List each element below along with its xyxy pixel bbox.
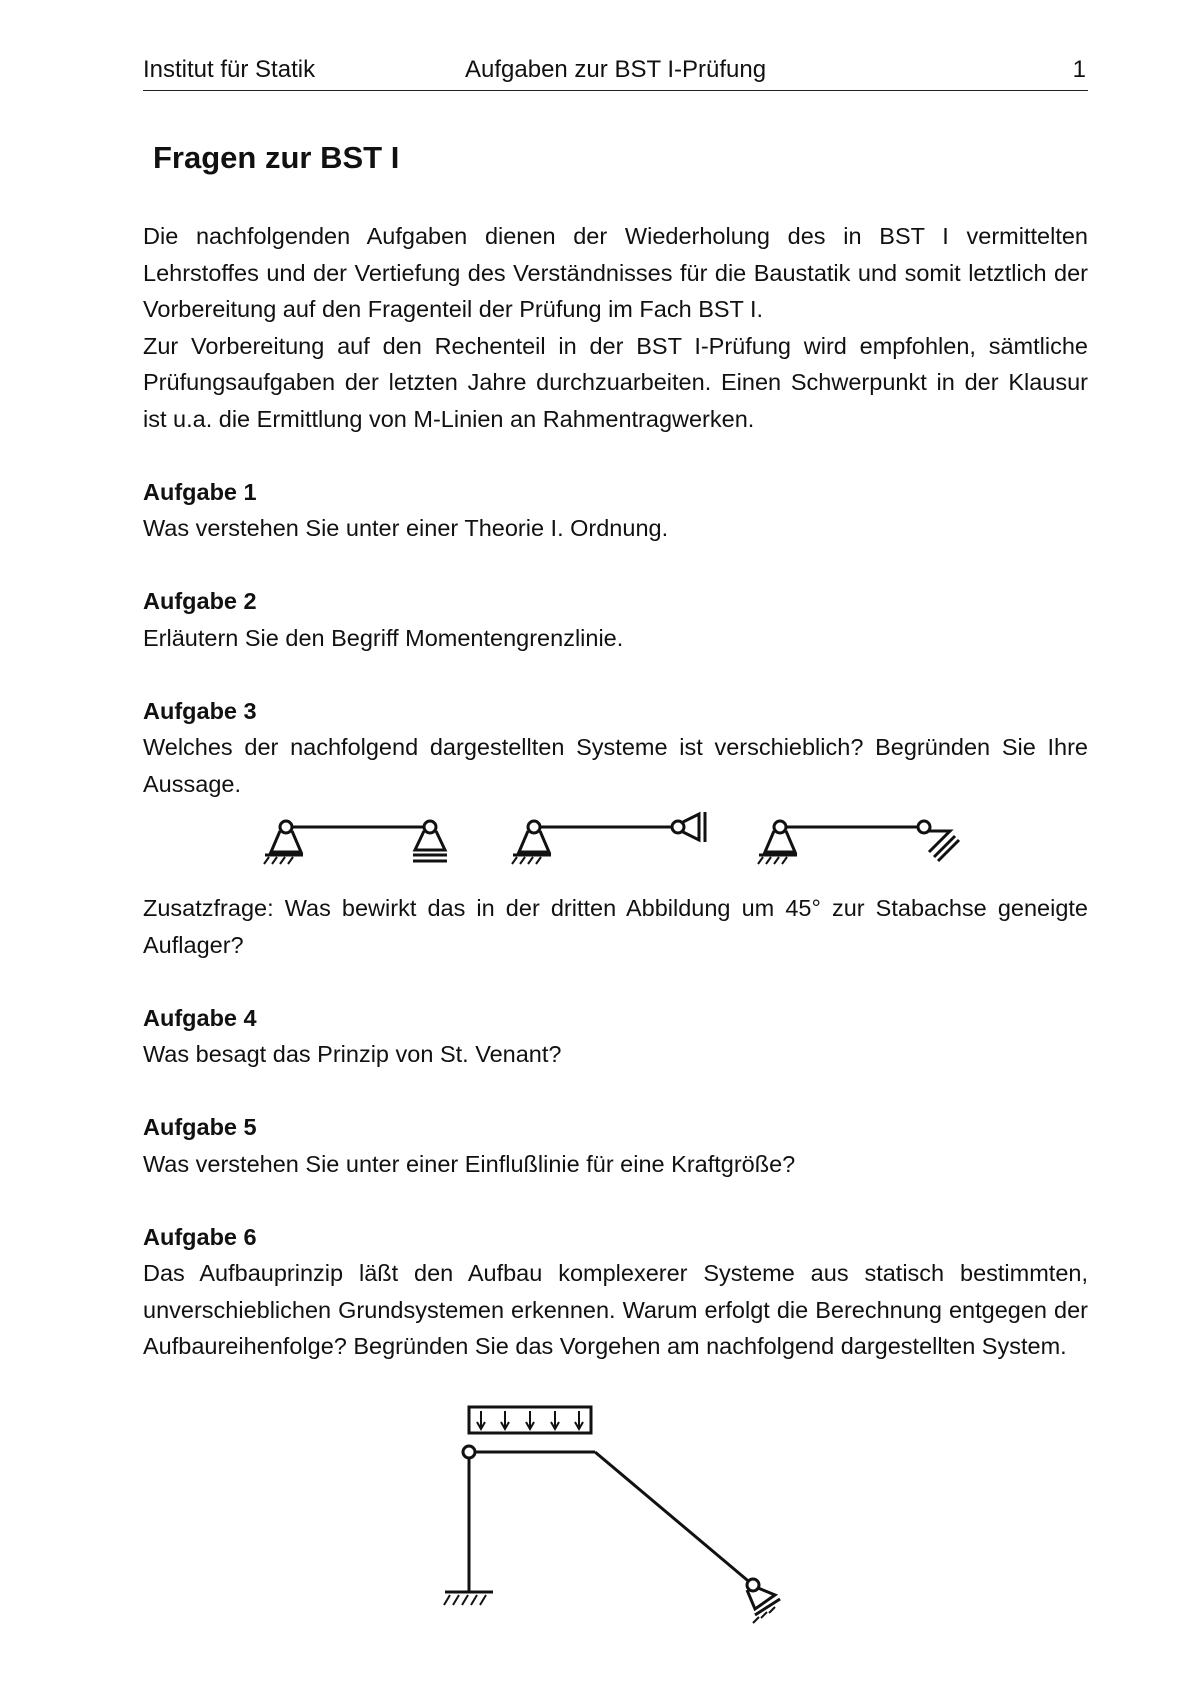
beam-system-2 (512, 812, 705, 864)
frame-system-figure (143, 1365, 1088, 1635)
task-4-text: Was besagt das Prinzip von St. Venant? (143, 1041, 562, 1067)
inclined-roller-support-icon (918, 821, 959, 861)
horizontal-roller-support-icon (672, 812, 705, 842)
header-institute: Institut für Statik (143, 56, 316, 83)
task-5-heading: Aufgabe 5 (143, 1114, 257, 1140)
page-title: Fragen zur BST I (153, 140, 400, 175)
task-6-heading: Aufgabe 6 (143, 1223, 257, 1250)
beam-systems-figure (143, 802, 1088, 890)
header-document-title: Aufgaben zur BST I-Prüfung (465, 56, 767, 83)
fixed-support-icon (444, 1592, 493, 1605)
distributed-load-icon (469, 1407, 591, 1433)
header-page-number: 1 (1072, 56, 1086, 83)
inclined-pinned-support-icon (747, 1579, 780, 1623)
document-body (143, 218, 1088, 1635)
beam-system-3 (758, 821, 959, 864)
intro-paragraph-2: Zur Vorbereitung auf den Rechenteil in der BST I-Prüfung wird empfohlen, sämtliche Prüfungsaufgaben der letzten Jahre durchzuarbeiten. Einen Schwerpunkt in der Klausur ist u.a. die Ermittlung von M-Linien an Rahmentragwerken. (143, 332, 1088, 432)
task-3-extra-question: Zusatzfrage: Was bewirkt das in der dritten Abbildung um 45° zur Stabachse geneigte Auflager? (143, 895, 1088, 958)
frame-diagonal (595, 1452, 753, 1585)
intro-paragraph-1: Die nachfolgenden Aufgaben dienen der Wiederholung des in BST I vermittelten Lehrstoffes und der Vertiefung des Verständnisses für die Baustatik und somit letztlich der Vorbereitung auf den Fragenteil der Prüfung im Fach BST I. (143, 223, 1088, 322)
hinge-icon (463, 1446, 475, 1458)
beam-system-1 (264, 821, 447, 864)
task-3-text: Welches der nachfolgend dargestellten Systeme ist verschieblich? Begründen Sie Ihre Aussage. (143, 734, 1088, 797)
page-header (143, 54, 1088, 91)
task-2-heading: Aufgabe 2 (143, 588, 257, 614)
task-4-heading: Aufgabe 4 (143, 1004, 257, 1031)
task-6-text: Das Aufbauprinzip läßt den Aufbau komplexerer Systeme aus statisch bestimmten, unverschieblichen Grundsystemen erkennen. Warum erfolgt die Berechnung entgegen der Aufbaureihenfolge? Begründen Sie das Vorgehen am nachfolgend dargestellten System. (143, 1260, 1088, 1359)
task-3-heading: Aufgabe 3 (143, 697, 257, 724)
task-1-text: Was verstehen Sie unter einer Theorie I. Ordnung. (143, 515, 669, 541)
task-1-heading: Aufgabe 1 (143, 478, 257, 505)
task-5-text: Was verstehen Sie unter einer Einflußlinie für eine Kraftgröße? (143, 1150, 796, 1177)
task-2-text: Erläutern Sie den Begriff Momentengrenzlinie. (143, 624, 624, 651)
